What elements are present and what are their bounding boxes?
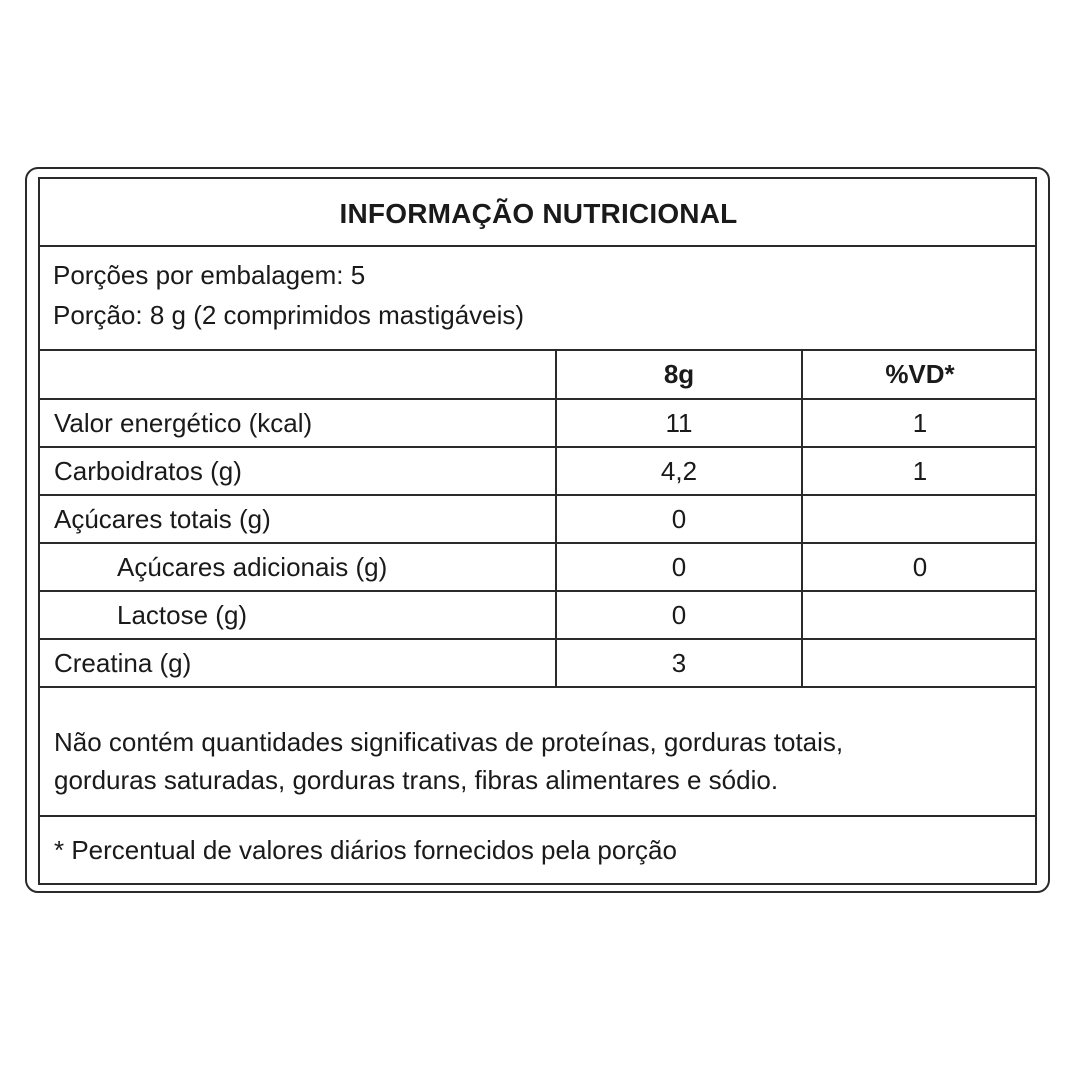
not-significant-notice: [40, 701, 1037, 817]
header-nutrient-cell: [40, 351, 556, 399]
portions-per-package: Porções por embalagem: 5: [53, 260, 366, 290]
table-row: [40, 543, 1037, 591]
nutrient-amount: 4,2: [556, 447, 802, 495]
header-daily-value: %VD*: [802, 351, 1037, 399]
nutrient-name: Lactose (g): [40, 591, 556, 639]
nutrient-name: Valor energético (kcal): [40, 399, 556, 447]
table-header-row: [40, 351, 1037, 399]
table-row: [40, 447, 1037, 495]
nutrient-dv: 1: [802, 447, 1037, 495]
nutrient-amount: 0: [556, 495, 802, 543]
nutrient-name: Açúcares totais (g): [40, 495, 556, 543]
nutrient-name: Açúcares adicionais (g): [40, 543, 556, 591]
table-row: [40, 495, 1037, 543]
table-row: [40, 591, 1037, 639]
nutrient-amount: 11: [556, 399, 802, 447]
daily-value-footnote: * Percentual de valores diários fornecidos pela porção: [54, 835, 677, 865]
portion-info: [40, 247, 1037, 351]
nutrient-table: [40, 351, 1037, 688]
table-row: [40, 399, 1037, 447]
notice-line: Não contém quantidades significativas de proteínas, gorduras totais,: [54, 727, 844, 757]
nutrient-amount: 0: [556, 591, 802, 639]
nutrient-name: Creatina (g): [40, 639, 556, 687]
nutrient-amount: 3: [556, 639, 802, 687]
header-amount: 8g: [556, 351, 802, 399]
table-row: [40, 639, 1037, 687]
nutrient-amount: 0: [556, 543, 802, 591]
nutrient-dv: 0: [802, 543, 1037, 591]
panel-title: INFORMAÇÃO NUTRICIONAL: [40, 179, 1037, 247]
nutrient-dv: 1: [802, 399, 1037, 447]
nutrition-facts-panel: [38, 177, 1037, 885]
nutrient-dv: [802, 591, 1037, 639]
nutrient-name: Carboidratos (g): [40, 447, 556, 495]
portion-size: Porção: 8 g (2 comprimidos mastigáveis): [53, 300, 525, 330]
notice-line: gorduras saturadas, gorduras trans, fibras alimentares e sódio.: [54, 765, 779, 795]
nutrient-dv: [802, 495, 1037, 543]
nutrient-dv: [802, 639, 1037, 687]
